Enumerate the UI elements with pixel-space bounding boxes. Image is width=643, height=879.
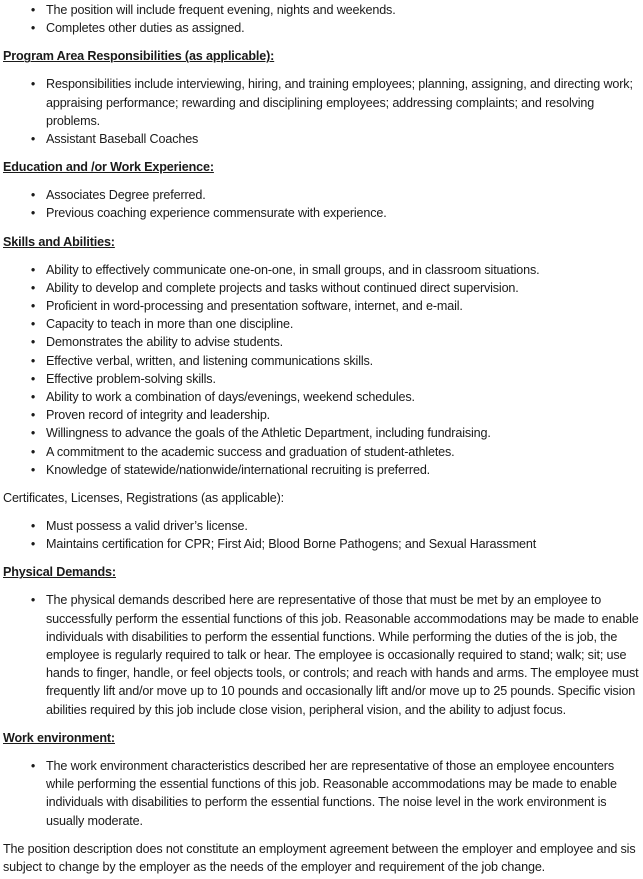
section-heading-physical-demands: Physical Demands:	[3, 565, 116, 580]
section-heading-education: Education and /or Work Experience:	[3, 160, 214, 175]
bullet-icon: •	[30, 299, 36, 314]
list-item: • Ability to effectively communicate one-on-one, in small groups, and in classroom situations.	[3, 261, 643, 279]
bullet-icon: •	[30, 444, 36, 459]
list-item: • Assistant Baseball Coaches	[3, 130, 643, 148]
disclaimer-paragraph: The position description does not constitute an employment agreement between the employer and employee and sis subject to change by the employer as the needs of the employer and requirement of the job change.	[3, 841, 636, 874]
education-list	[3, 186, 643, 222]
bullet-icon: •	[30, 353, 36, 368]
list-item: • Proven record of integrity and leadership.	[3, 406, 643, 424]
list-item: • Effective verbal, written, and listening communications skills.	[3, 352, 643, 370]
list-item: • The physical demands described here are representative of those that must be met by an employee to successfully perform the essential functions of this job. Reasonable accommodations may be made to enable individuals with disabilities to perform the essential functions. While performing the duties of the is job, the employee is regularly required to talk or hear. The employee is occasionally required to stand; walk; sit; use hands to finger, handle, or feel objects tools, or controls; and reach with hands and arms. The employee must frequently lift and/or move up to 10 pounds and occasionally lift and/or move up to 25 pounds. Specific vision abilities required by this job include close vision, peripheral vision, and the ability to adjust focus.	[3, 591, 643, 718]
list-item: • Completes other duties as assigned.	[3, 19, 643, 37]
list-item: • Proficient in word-processing and presentation software, internet, and e-mail.	[3, 297, 643, 315]
bullet-icon: •	[30, 77, 36, 92]
bullet-icon: •	[30, 335, 36, 350]
list-item: • Knowledge of statewide/nationwide/international recruiting is preferred.	[3, 461, 643, 479]
bullet-icon: •	[30, 280, 36, 295]
bullet-icon: •	[30, 593, 36, 608]
section-heading-skills: Skills and Abilities:	[3, 234, 115, 249]
list-item: • Responsibilities include interviewing, hiring, and training employees; planning, assigning, and directing work; appraising performance; rewarding and disciplining employees; addressing complaints; and resolving problems.	[3, 75, 643, 130]
list-item: • The position will include frequent evening, nights and weekends.	[3, 1, 643, 19]
section-heading-certificates: Certificates, Licenses, Registrations (as applicable):	[3, 491, 284, 506]
section-heading-work-environment: Work environment:	[3, 730, 115, 745]
bullet-icon: •	[30, 262, 36, 277]
certificates-list	[3, 517, 643, 553]
list-item: • Capacity to teach in more than one discipline.	[3, 315, 643, 333]
list-item: • Maintains certification for CPR; First Aid; Blood Borne Pathogens; and Sexual Harassment	[3, 535, 643, 553]
list-item: • A commitment to the academic success and graduation of student-athletes.	[3, 443, 643, 461]
bullet-icon: •	[30, 371, 36, 386]
bullet-icon: •	[30, 390, 36, 405]
list-item: • Previous coaching experience commensurate with experience.	[3, 204, 643, 222]
physical-demands-list	[3, 591, 643, 718]
list-item: • Effective problem-solving skills.	[3, 370, 643, 388]
list-item: • Must possess a valid driver’s license.	[3, 517, 643, 535]
bullet-icon: •	[30, 462, 36, 477]
bullet-icon: •	[30, 426, 36, 441]
list-item: • The work environment characteristics described her are representative of those an employee encounters while performing the essential functions of this job. Reasonable accommodations may be made to enable individuals with disabilities to perform the essential functions. The noise level in the work environment is usually moderate.	[3, 757, 643, 830]
work-environment-list	[3, 757, 643, 830]
list-item: • Ability to develop and complete projects and tasks without continued direct supervision.	[3, 279, 643, 297]
bullet-icon: •	[30, 21, 36, 36]
list-item: • Willingness to advance the goals of the Athletic Department, including fundraising.	[3, 424, 643, 442]
bullet-icon: •	[30, 519, 36, 534]
list-item: • Associates Degree preferred.	[3, 186, 643, 204]
document-page	[0, 1, 643, 876]
bullet-icon: •	[30, 317, 36, 332]
bullet-icon: •	[30, 408, 36, 423]
bullet-icon: •	[30, 132, 36, 147]
bullet-icon: •	[30, 537, 36, 552]
bullet-icon: •	[30, 3, 36, 17]
duties-continued-list	[3, 1, 643, 37]
skills-list	[3, 261, 643, 479]
bullet-icon: •	[30, 188, 36, 203]
section-heading-program-area: Program Area Responsibilities (as applicable):	[3, 49, 275, 64]
list-item: • Ability to work a combination of days/evenings, weekend schedules.	[3, 388, 643, 406]
list-item: • Demonstrates the ability to advise students.	[3, 333, 643, 351]
program-area-list	[3, 75, 643, 148]
bullet-icon: •	[30, 206, 36, 221]
bullet-icon: •	[30, 758, 36, 773]
